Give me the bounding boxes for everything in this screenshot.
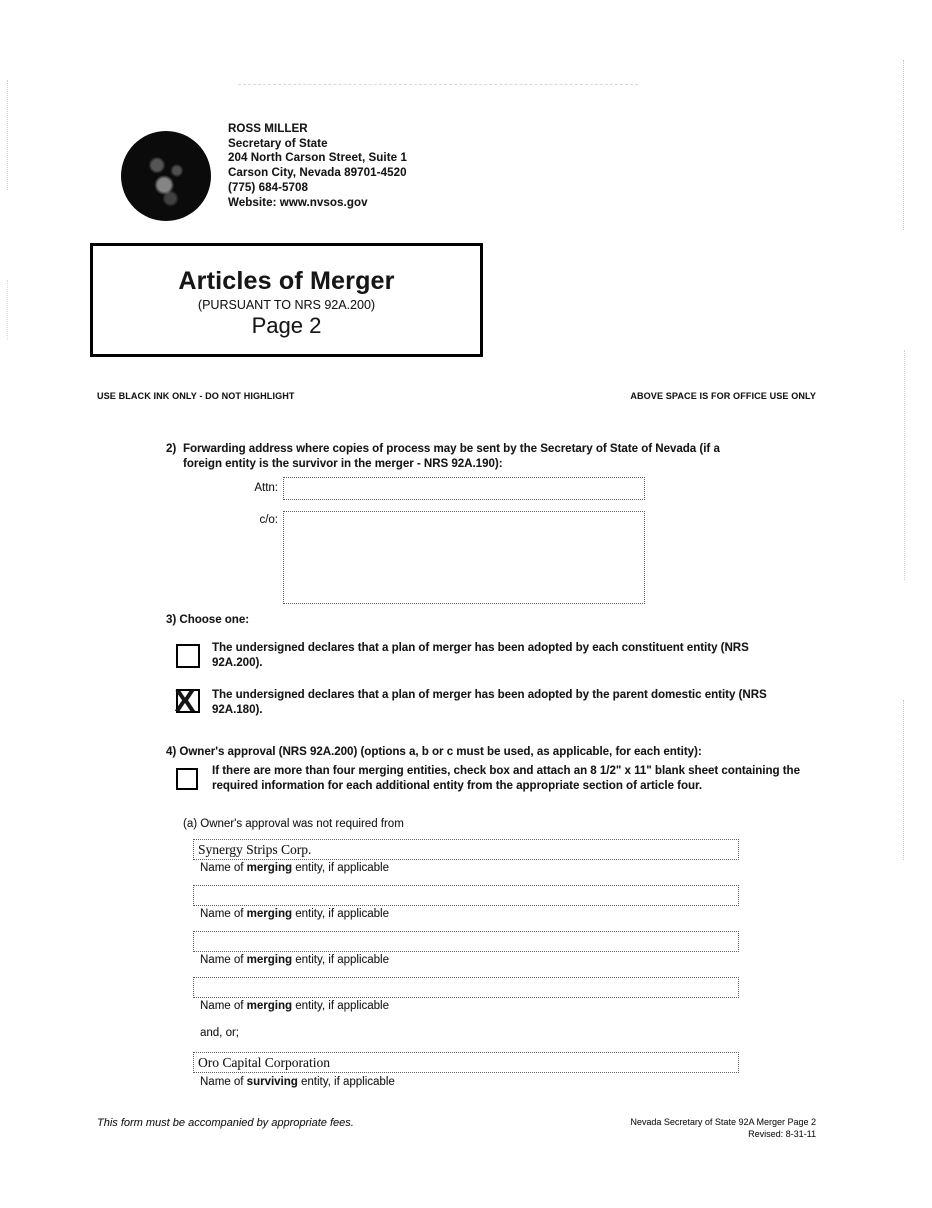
scan-artifact [904,350,905,580]
attachment-instruction-text: If there are more than four merging entities, check box and attach an 8 1/2" x 11" blank sheet containing the required information for each additional entity from the appropriate section of article four. [212,765,800,792]
merging-entity-input-2[interactable] [193,885,739,906]
office-use-notice: ABOVE SPACE IS FOR OFFICE USE ONLY [630,391,816,401]
co-label: c/o: [259,514,278,526]
scan-artifact [238,84,638,85]
constituent-entity-option-text: The undersigned declares that a plan of merger has been adopted by each constituent entity (NRS 92A.200). [212,642,749,669]
section-2-text: Forwarding address where copies of process may be sent by the Secretary of State of Nevada (if a foreign entity is the survivor in the merger - NRS 92A.190): [183,443,720,470]
phone-number: (775) 684-5708 [228,181,309,194]
section-2-forwarding-address [166,442,751,471]
merging-entity-input-3[interactable] [193,931,739,952]
address-line-2: Carson City, Nevada 89701-4520 [228,167,407,180]
merging-entity-1-caption: Name of merging entity, if applicable [200,862,389,874]
merging-entity-4-caption: Name of merging entity, if applicable [200,1000,389,1012]
form-id-line-2: Revised: 8-31-11 [748,1128,816,1139]
attn-input[interactable] [283,477,645,500]
surviving-entity-input[interactable] [193,1052,739,1073]
letterhead [228,122,407,210]
secretary-name: ROSS MILLER [228,123,308,135]
checkbox-x-mark: X [174,685,196,718]
and-or-text: and, or; [200,1027,239,1039]
fees-note: This form must be accompanied by appropriate fees. [97,1117,354,1129]
co-address-input[interactable] [283,511,645,604]
parent-domestic-entity-checkbox[interactable] [174,685,200,718]
website-line: Website: www.nvsos.gov [228,196,368,209]
surviving-entity-caption: Name of surviving entity, if applicable [200,1076,395,1088]
merging-entity-2-caption: Name of merging entity, if applicable [200,908,389,920]
secretary-title: Secretary of State [228,137,328,150]
black-ink-notice: USE BLACK INK ONLY - DO NOT HIGHLIGHT [97,391,295,401]
scan-artifact [903,700,904,860]
merging-entity-input-1[interactable] [193,839,739,860]
section-4-heading: 4) Owner's approval (NRS 92A.200) (options a, b or c must be used, as applicable, for each entity): [166,746,702,758]
nevada-state-seal-icon [121,131,211,221]
more-than-four-entities-checkbox[interactable] [176,768,198,790]
form-title: Articles of Merger [178,267,395,295]
form-statute: (PURSUANT TO NRS 92A.200) [197,298,376,312]
section-2-number: 2) [166,443,177,455]
scan-artifact [903,60,904,230]
section-3-heading: 3) Choose one: [166,614,250,626]
scan-artifact [7,80,8,190]
attn-label: Attn: [254,482,278,494]
merging-entity-3-caption: Name of merging entity, if applicable [200,954,389,966]
form-id-line-1: Nevada Secretary of State 92A Merger Page 2 [630,1117,816,1127]
form-identifier [630,1117,816,1140]
form-page-number: Page 2 [251,313,322,338]
merging-entity-1-value: Synergy Strips Corp. [198,842,312,857]
form-title-box [90,243,483,357]
scan-artifact [7,280,8,340]
parent-domestic-entity-option-text: The undersigned declares that a plan of merger has been adopted by the parent domestic entity (NRS 92A.180). [212,689,767,716]
subsection-a-heading: (a) Owner's approval was not required from [183,818,404,830]
address-line-1: 204 North Carson Street, Suite 1 [228,152,407,165]
constituent-entity-checkbox[interactable] [176,644,200,668]
surviving-entity-value: Oro Capital Corporation [198,1055,330,1070]
merging-entity-input-4[interactable] [193,977,739,998]
